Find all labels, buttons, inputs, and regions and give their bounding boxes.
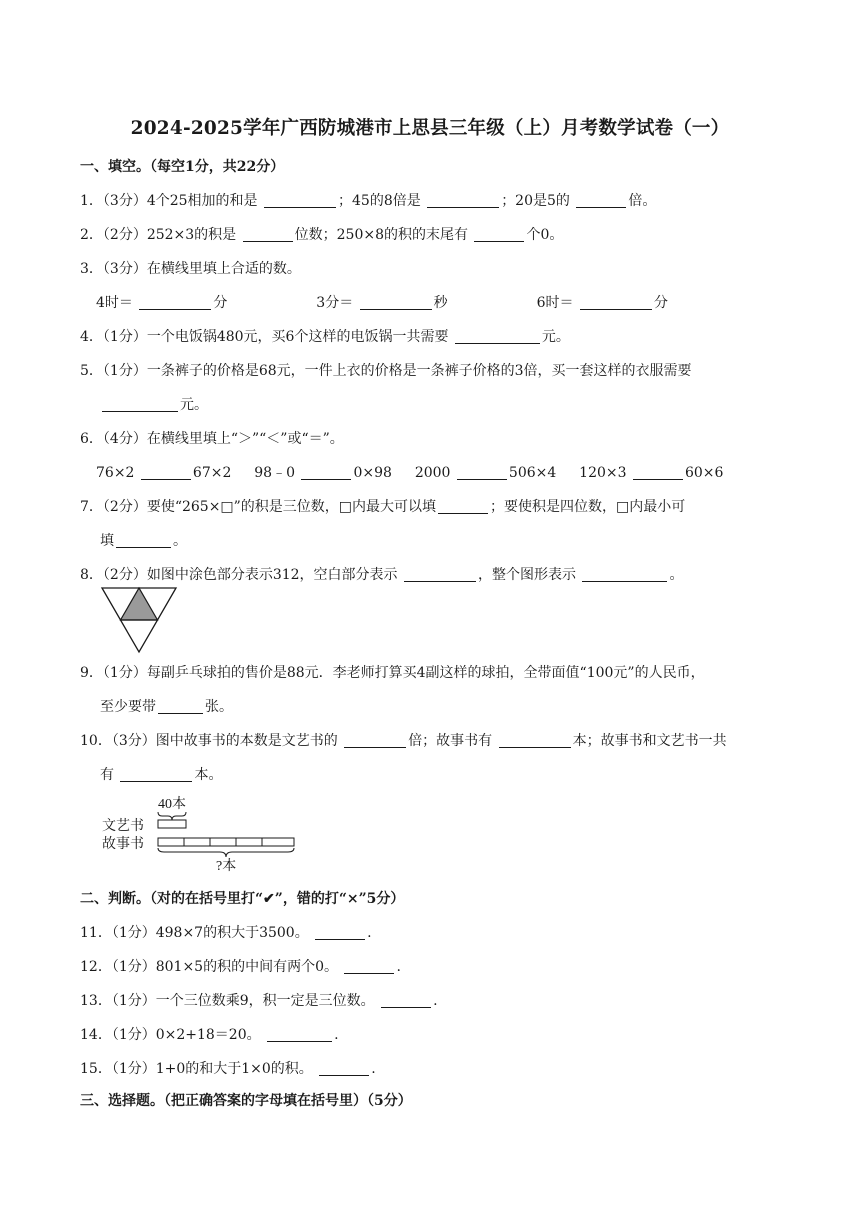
- question-3: 3．（3分）在横线里填上合适的数。: [80, 261, 301, 277]
- question-13: [80, 990, 438, 1010]
- question-9: 9．（1分）每副乒乓球拍的售价是88元．李老师打算买4副这样的球拍，全带面值“100元”的人民币，: [80, 665, 705, 681]
- question-text: 1．（3分）4个25相加的和是: [80, 193, 258, 209]
- compare-left: 98﹣0: [254, 465, 295, 481]
- compare-right: 506×4: [508, 465, 557, 481]
- question-text: 填: [100, 533, 114, 549]
- question-text: 有: [100, 767, 114, 783]
- answer-blank[interactable]: [102, 397, 178, 412]
- compare-left: 2000: [414, 465, 451, 481]
- question-text: ；要使积是四位数，□内最小可: [490, 499, 686, 515]
- compare-left: 76×2: [96, 465, 135, 481]
- question-text: 。: [173, 533, 187, 549]
- question-11: [80, 922, 372, 942]
- question-text: 12．（1分）801×5的积的中间有两个0。: [80, 959, 338, 975]
- row-label-2: 故事书: [102, 837, 144, 852]
- answer-blank[interactable]: [139, 295, 211, 310]
- question-text: 4．（1分）一个电饭锅480元，买6个这样的电饭锅一共需要: [80, 329, 449, 345]
- question-10: [80, 730, 727, 750]
- answer-blank[interactable]: [315, 925, 365, 940]
- answer-blank[interactable]: [243, 227, 293, 242]
- question-text: ；45的8倍是: [338, 193, 421, 209]
- question-2: [80, 224, 563, 244]
- compare-right: 60×6: [684, 465, 724, 481]
- question-text: 11．（1分）498×7的积大于3500。: [80, 925, 309, 941]
- question-15: [80, 1058, 376, 1078]
- question-text: ；20是5的: [501, 193, 570, 209]
- top-label: 40本: [158, 797, 186, 812]
- conversion-label: 3分＝: [316, 295, 354, 311]
- answer-blank[interactable]: [319, 1061, 369, 1076]
- question-text: 张。: [205, 699, 233, 715]
- conversion-label: 6时＝: [536, 295, 574, 311]
- answer-blank[interactable]: [267, 1027, 332, 1042]
- question-9-cont: [100, 696, 233, 716]
- question-text: 14．（1分）0×2+18＝20。: [80, 1027, 261, 1043]
- conversion-label: 4时＝: [96, 295, 133, 311]
- question-8: [80, 564, 683, 584]
- answer-blank[interactable]: [457, 465, 507, 480]
- bottom-brace: [158, 848, 294, 857]
- answer-blank[interactable]: [438, 499, 488, 514]
- question-1: [80, 190, 656, 210]
- answer-blank[interactable]: [499, 733, 571, 748]
- question-text: 10．（3分）图中故事书的本数是文艺书的: [80, 733, 338, 749]
- answer-blank[interactable]: [264, 193, 336, 208]
- question-text: ，整个图形表示: [478, 567, 576, 583]
- answer-blank[interactable]: [633, 465, 683, 480]
- answer-blank[interactable]: [474, 227, 524, 242]
- compare-right: 0×98: [353, 465, 392, 481]
- question-14: [80, 1024, 339, 1044]
- question-text: 15．（1分）1+0的和大于1×0的积。: [80, 1061, 313, 1077]
- row-label-1: 文艺书: [102, 819, 144, 834]
- question-text: 位数；250×8的积的末尾有: [294, 227, 468, 243]
- answer-blank[interactable]: [427, 193, 499, 208]
- period: .: [396, 959, 401, 975]
- answer-blank[interactable]: [141, 465, 191, 480]
- page-title: 2024-2025学年广西防城港市上思县三年级（上）月考数学试卷（一）: [130, 118, 730, 139]
- question-12: [80, 956, 401, 976]
- answer-blank[interactable]: [576, 193, 626, 208]
- unit-label: 秒: [433, 295, 448, 311]
- question-text: 本；故事书和文艺书一共: [572, 733, 727, 749]
- question-7-cont: [100, 530, 187, 550]
- unit-label: 分: [213, 295, 228, 311]
- question-text: 2．（2分）252×3的积是: [80, 227, 237, 243]
- answer-blank[interactable]: [360, 295, 432, 310]
- question-text: 元。: [541, 329, 570, 345]
- question-text: 8．（2分）如图中涂色部分表示312，空白部分表示: [80, 567, 398, 583]
- triangle-figure: [100, 586, 178, 654]
- answer-blank[interactable]: [455, 329, 540, 344]
- answer-blank[interactable]: [116, 533, 171, 548]
- question-4: [80, 326, 570, 346]
- question-6-items: [96, 462, 723, 482]
- answer-blank[interactable]: [344, 733, 406, 748]
- answer-blank[interactable]: [120, 767, 192, 782]
- compare-right: 67×2: [192, 465, 232, 481]
- question-5-cont: [100, 394, 208, 414]
- question-7: [80, 496, 685, 516]
- question-3-items: [96, 292, 668, 312]
- answer-blank[interactable]: [158, 699, 203, 714]
- top-brace: [158, 812, 186, 820]
- question-text: 元。: [180, 397, 208, 413]
- question-10-cont: [100, 764, 222, 784]
- answer-blank[interactable]: [381, 993, 431, 1008]
- answer-blank[interactable]: [344, 959, 394, 974]
- question-text: 倍；故事书有: [408, 733, 493, 749]
- answer-blank[interactable]: [404, 567, 476, 582]
- period: .: [334, 1027, 339, 1043]
- question-text: 。: [669, 567, 684, 583]
- question-text: 7．（2分）要使“265×□”的积是三位数，□内最大可以填: [80, 499, 437, 515]
- period: .: [371, 1061, 376, 1077]
- answer-blank[interactable]: [582, 567, 667, 582]
- question-text: 本。: [194, 767, 223, 783]
- compare-left: 120×3: [579, 465, 627, 481]
- question-text: 个0。: [526, 227, 564, 243]
- short-bar: [158, 820, 186, 828]
- section-2-heading: 二、判断。（对的在括号里打“✔”，错的打“×”5分）: [80, 891, 405, 907]
- period: .: [367, 925, 372, 941]
- answer-blank[interactable]: [301, 465, 351, 480]
- question-text: 13．（1分）一个三位数乘9，积一定是三位数。: [80, 993, 375, 1009]
- unit-label: 分: [653, 295, 668, 311]
- section-3-heading: 三、选择题。（把正确答案的字母填在括号里）（5分）: [80, 1093, 412, 1109]
- period: .: [433, 993, 438, 1009]
- long-bar: [158, 838, 294, 846]
- question-5: 5．（1分）一条裤子的价格是68元，一件上衣的价格是一条裤子价格的3倍，买一套这样的衣服需要: [80, 363, 692, 379]
- question-text: 倍。: [628, 193, 657, 209]
- answer-blank[interactable]: [580, 295, 652, 310]
- bottom-label: ?本: [216, 859, 237, 872]
- question-text: 至少要带: [100, 699, 156, 715]
- question-6: 6．（4分）在横线里填上“＞”“＜”或“＝”。: [80, 431, 344, 447]
- section-1-heading: 一、填空。（每空1分，共22分）: [80, 159, 285, 175]
- bar-model-figure: [100, 792, 300, 872]
